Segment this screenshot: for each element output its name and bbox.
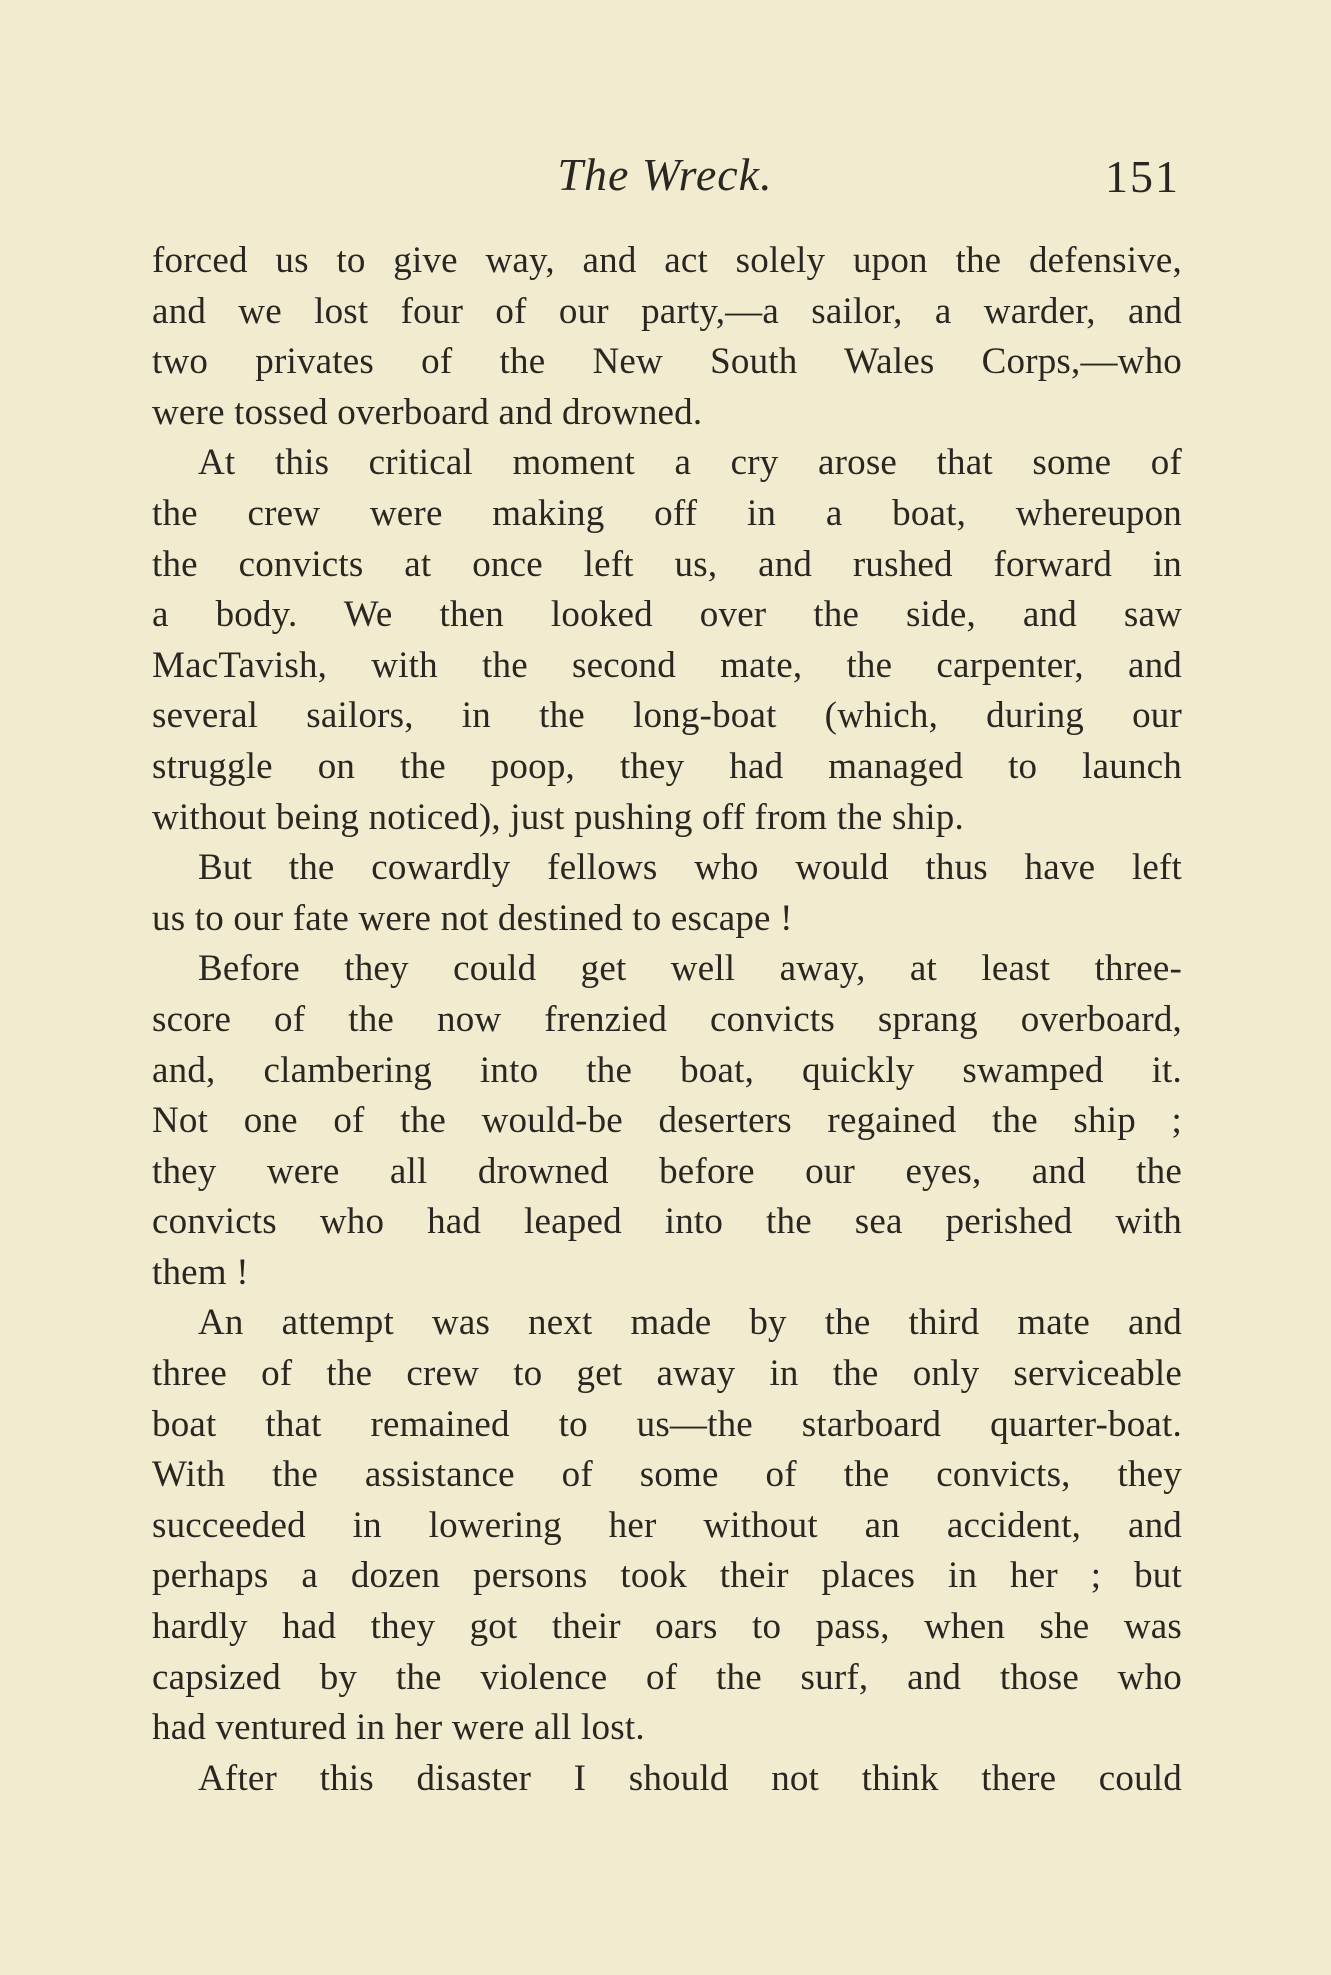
text-line: and we lost four of our party,—a sailor, a warder, and: [152, 290, 1182, 332]
text-line: several sailors, in the long-boat (which, during our: [152, 695, 1182, 737]
text-line: After this disaster I should not think there could: [198, 1757, 1182, 1799]
text-line: us to our fate were not destined to escape !: [152, 897, 793, 939]
text-line: But the cowardly fellows who would thus have left: [198, 847, 1182, 889]
text-line: perhaps a dozen persons took their places in her ; but: [152, 1555, 1182, 1597]
text-line: two privates of the New South Wales Corps,—who: [152, 341, 1182, 383]
text-line: boat that remained to us—the starboard quarter-boat.: [152, 1403, 1182, 1445]
text-line: struggle on the poop, they had managed to launch: [152, 745, 1182, 787]
page-header: [150, 148, 1180, 208]
text-line: the convicts at once left us, and rushed forward in: [152, 543, 1182, 585]
text-line: had ventured in her were all lost.: [152, 1707, 645, 1749]
text-line: were tossed overboard and drowned.: [152, 391, 703, 433]
text-line: they were all drowned before our eyes, and the: [152, 1150, 1182, 1192]
page-number: 151: [1105, 151, 1180, 202]
text-line: score of the now frenzied convicts sprang overboard,: [152, 998, 1182, 1040]
text-line: hardly had they got their oars to pass, when she was: [152, 1606, 1182, 1648]
text-line: without being noticed), just pushing off from the ship.: [152, 796, 964, 838]
text-line: a body. We then looked over the side, and saw: [152, 594, 1182, 636]
text-line: convicts who had leaped into the sea perished with: [152, 1201, 1182, 1243]
text-line: the crew were making off in a boat, whereupon: [152, 492, 1182, 534]
text-line: and, clambering into the boat, quickly swamped it.: [152, 1049, 1182, 1091]
text-line: At this critical moment a cry arose that some of: [198, 442, 1182, 484]
text-line: succeeded in lowering her without an accident, and: [152, 1504, 1182, 1546]
text-line: Before they could get well away, at least three-: [198, 948, 1182, 990]
text-line: capsized by the violence of the surf, and those who: [152, 1656, 1182, 1698]
text-line: MacTavish, with the second mate, the carpenter, and: [152, 644, 1182, 686]
text-line: forced us to give way, and act solely upon the defensive,: [152, 240, 1182, 281]
text-line: An attempt was next made by the third mate and: [198, 1302, 1182, 1344]
text-line: Not one of the would-be deserters regained the ship ;: [152, 1100, 1182, 1142]
text-line: With the assistance of some of the convicts, they: [152, 1454, 1182, 1496]
running-title: The Wreck.: [557, 149, 773, 200]
body-text: [152, 236, 1182, 1804]
text-line: three of the crew to get away in the only serviceable: [152, 1353, 1182, 1395]
text-line: them !: [152, 1251, 249, 1293]
